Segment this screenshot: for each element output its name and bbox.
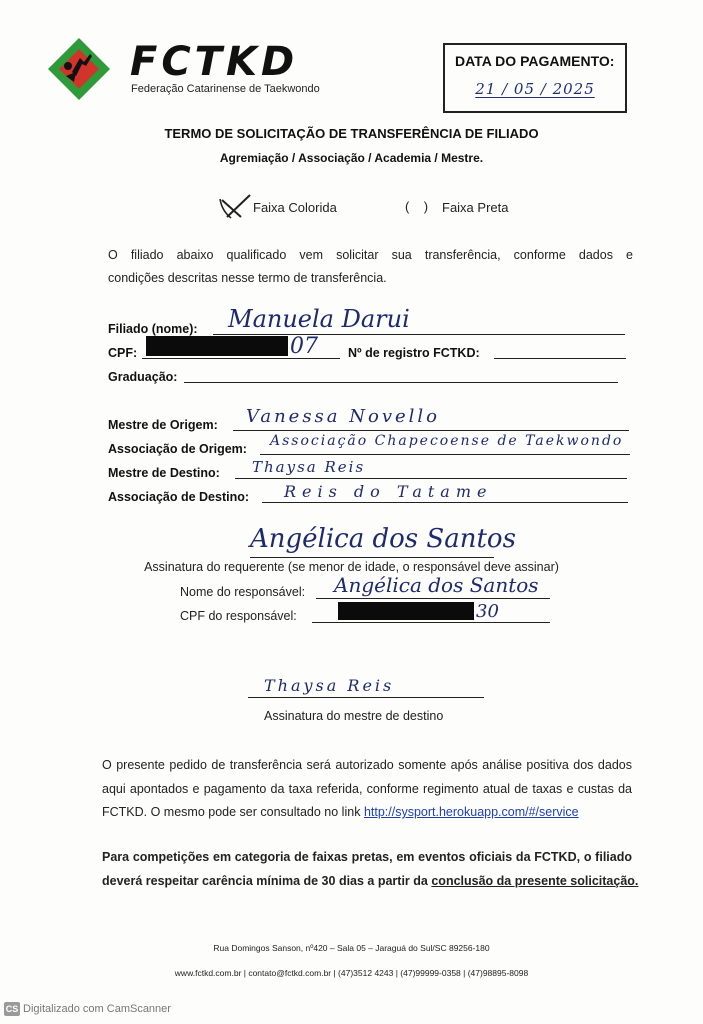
footer-contacts: www.fctkd.com.br | contato@fctkd.com.br | (47)3512 4243 | (47)99999-0358 | (47)98895-8098 [174,968,529,978]
checkbox-faixa-preta[interactable]: ( ) [405,199,429,214]
cpf-responsavel-line [312,622,550,623]
cpf-label: CPF: [108,346,138,360]
requester-signature-caption: Assinatura do requerente (se menor de idade, o responsável deve assinar) [144,560,559,574]
mestre-origem-value[interactable]: Vanessa Novello [246,406,441,427]
option-faixa-preta[interactable]: Faixa Preta [442,200,509,215]
notice-line-3 [102,801,579,824]
graduacao-label: Graduação: [108,370,178,384]
option-faixa-colorida[interactable]: Faixa Colorida [253,200,337,215]
brand-subtitle: Federação Catarinense de Taekwondo [131,83,320,95]
assoc-destino-value[interactable]: Reis do Tatame [284,482,493,501]
camscanner-watermark [4,1002,171,1016]
mestre-destino-label: Mestre de Destino: [108,466,220,480]
document-subtitle: Agremiação / Associação / Academia / Mestre. [219,151,484,165]
assoc-origem-label: Associação de Origem: [108,442,247,456]
payment-date-box [443,43,627,113]
cpf-redaction [146,336,288,356]
checkmark-icon [217,193,251,221]
notice-line-2: aqui apontados e pagamento da taxa referida, conforme regimento atual de taxas e custas da [102,782,632,796]
footer-address: Rua Domingos Sanson, nº420 – Sala 05 – Jaraguá do Sul/SC 89256-180 [213,943,490,953]
mestre-origem-line [233,430,629,431]
assoc-destino-line [262,502,628,503]
responsavel-line [316,598,550,599]
mestre-destino-line [235,478,627,479]
master-signature[interactable]: Thaysa Reis [264,676,395,695]
assoc-origem-value[interactable]: Associação Chapecoense de Taekwondo [270,433,624,449]
responsavel-label: Nome do responsável: [180,585,306,599]
requester-signature[interactable]: Angélica dos Santos [250,524,516,554]
competition-line-2 [102,870,638,893]
intro-line-2: condições descritas nesse termo de transferência. [108,271,387,285]
notice-line-1: O presente pedido de transferência será autorizado somente após análise positiva dos dados [102,758,632,772]
responsavel-value[interactable]: Angélica dos Santos [334,573,539,597]
graduacao-line[interactable] [184,382,618,383]
intro-line-1: O filiado abaixo qualificado vem solicitar sua transferência, conforme dados e [108,248,633,262]
camscanner-text: Digitalizado com CamScanner [23,1003,171,1015]
registro-line[interactable] [494,358,626,359]
payment-date-value: 21 / 05 / 2025 [475,80,595,98]
registro-label: Nº de registro FCTKD: [348,346,480,360]
notice-line-3-text: FCTKD. O mesmo pode ser consultado no link [102,805,361,819]
competition-line-1: Para competições em categoria de faixas pretas, em eventos oficiais da FCTKD, o filiado [102,850,632,864]
cpf-responsavel-label: CPF do responsável: [180,609,297,623]
mestre-origem-label: Mestre de Origem: [108,418,218,432]
filiado-line [213,334,625,335]
requester-signature-line [250,557,494,558]
payment-date-title: DATA DO PAGAMENTO: [455,53,615,69]
assoc-origem-line [260,454,630,455]
master-signature-line [248,697,484,698]
camscanner-icon: CS [5,1004,19,1014]
mestre-destino-value[interactable]: Thaysa Reis [252,458,366,476]
cpf-responsavel-redaction [338,602,474,620]
document-title: TERMO DE SOLICITAÇÃO DE TRANSFERÊNCIA DE FILIADO [164,126,539,141]
competition-emphasis: conclusão da presente solicitação. [431,874,639,888]
filiado-value[interactable]: Manuela Darui [228,305,410,333]
fctkd-logo-icon [46,36,112,102]
cpf-value-suffix[interactable]: 07 [290,334,318,359]
service-link[interactable]: http://sysport.herokuapp.com/#/service [363,805,579,819]
brand-name: FCTKD [130,39,299,85]
assoc-destino-label: Associação de Destino: [108,490,250,504]
filiado-label: Filiado (nome): [108,322,198,336]
cpf-responsavel-suffix[interactable]: 30 [476,601,499,622]
competition-line-2-text: deverá respeitar carência mínima de 30 dias a partir da [102,874,428,888]
master-signature-caption: Assinatura do mestre de destino [264,709,444,723]
